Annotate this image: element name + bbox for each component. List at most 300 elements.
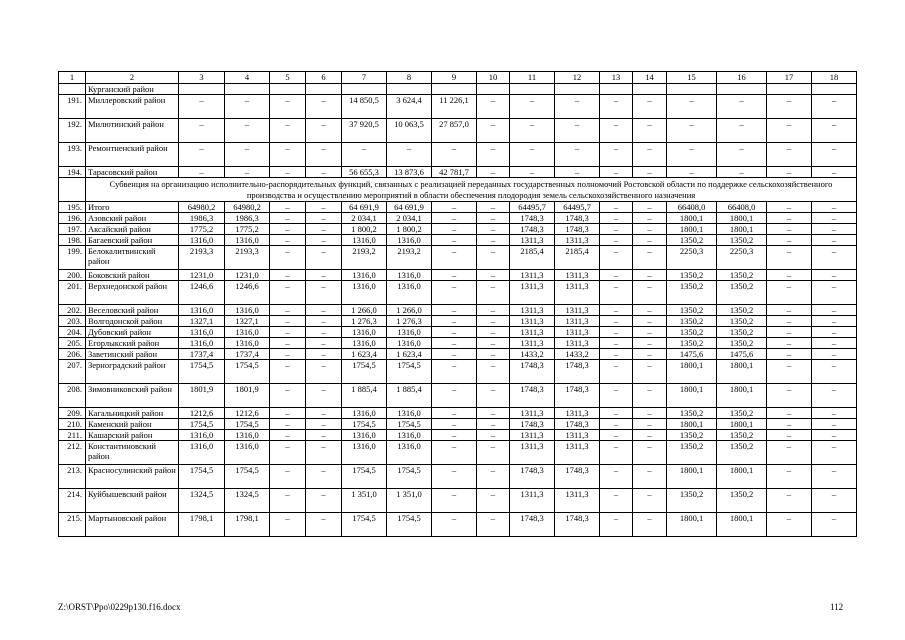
table-row xyxy=(59,270,857,281)
district-name: Азовский район xyxy=(86,213,179,224)
region-header-row xyxy=(59,84,857,95)
value-cell: 1798,1 xyxy=(179,513,225,537)
value-cell: – xyxy=(306,246,342,270)
district-name: Мартыновский район xyxy=(86,513,179,537)
value-cell: – xyxy=(510,143,555,167)
value-cell: 1433,2 xyxy=(510,349,555,360)
row-number: 201. xyxy=(59,281,86,305)
value-cell: – xyxy=(633,513,667,537)
value-cell: 1350,2 xyxy=(717,441,767,465)
value-cell: – xyxy=(600,305,633,316)
section-title: Субвенция на организацию исполнительно-распорядительных функций, связанных с реализацией переданных государственных полномочий Ростовской области по поддержке сельскохозяйственного производства и осуществлению мероприятий в области обеспечения плодородия земель сельскохозяйственного назначения xyxy=(86,178,857,202)
district-name: Зимовниковский район xyxy=(86,384,179,408)
table-row xyxy=(59,224,857,235)
value-cell: – xyxy=(667,95,717,119)
value-cell: 1800,1 xyxy=(667,465,717,489)
value-cell: 1350,2 xyxy=(667,338,717,349)
value-cell: – xyxy=(270,224,306,235)
value-cell: 1316,0 xyxy=(387,441,432,465)
value-cell: – xyxy=(306,419,342,430)
value-cell: 2250,3 xyxy=(717,246,767,270)
value-cell: 37 920,5 xyxy=(342,119,387,143)
value-cell: 1350,2 xyxy=(717,270,767,281)
value-cell: 1316,0 xyxy=(342,430,387,441)
row-number: 212. xyxy=(59,441,86,465)
value-cell: – xyxy=(812,281,857,305)
value-cell: – xyxy=(767,465,812,489)
value-cell: – xyxy=(600,213,633,224)
value-cell: – xyxy=(633,235,667,246)
value-cell: 1350,2 xyxy=(667,235,717,246)
row-number: 207. xyxy=(59,360,86,384)
row-number: 214. xyxy=(59,489,86,513)
value-cell: – xyxy=(270,95,306,119)
table-row xyxy=(59,281,857,305)
value-cell: – xyxy=(477,360,510,384)
value-cell: 1316,0 xyxy=(387,327,432,338)
value-cell: – xyxy=(767,246,812,270)
empty-cell xyxy=(306,84,342,95)
value-cell: – xyxy=(477,465,510,489)
row-number: 193. xyxy=(59,143,86,167)
empty-cell xyxy=(717,84,767,95)
value-cell: – xyxy=(510,119,555,143)
value-cell: – xyxy=(477,316,510,327)
value-cell: 1311,3 xyxy=(555,235,600,246)
value-cell: 1316,0 xyxy=(179,441,225,465)
value-cell: 1311,3 xyxy=(555,408,600,419)
table-row xyxy=(59,338,857,349)
table-row xyxy=(59,360,857,384)
value-cell: 2193,3 xyxy=(179,246,225,270)
value-cell: – xyxy=(477,327,510,338)
table-row xyxy=(59,419,857,430)
value-cell: 1311,3 xyxy=(555,305,600,316)
value-cell: – xyxy=(432,281,477,305)
district-name: Багаевский район xyxy=(86,235,179,246)
value-cell: 1 266,0 xyxy=(387,305,432,316)
row-number: 200. xyxy=(59,270,86,281)
value-cell: 1800,1 xyxy=(717,513,767,537)
value-cell: – xyxy=(270,235,306,246)
value-cell: 1316,0 xyxy=(225,430,270,441)
value-cell: 1 800,2 xyxy=(387,224,432,235)
value-cell: – xyxy=(342,143,387,167)
value-cell: 1754,5 xyxy=(342,360,387,384)
value-cell: 1748,3 xyxy=(555,465,600,489)
value-cell: 1748,3 xyxy=(555,224,600,235)
value-cell: 1316,0 xyxy=(342,235,387,246)
value-cell: – xyxy=(432,349,477,360)
value-cell: – xyxy=(600,246,633,270)
value-cell: – xyxy=(767,513,812,537)
value-cell: 1350,2 xyxy=(667,316,717,327)
value-cell: – xyxy=(812,441,857,465)
row-number: 213. xyxy=(59,465,86,489)
value-cell: 1800,1 xyxy=(667,513,717,537)
value-cell: – xyxy=(633,419,667,430)
value-cell: 1316,0 xyxy=(387,430,432,441)
value-cell: – xyxy=(270,167,306,178)
district-name: Кашарский район xyxy=(86,430,179,441)
value-cell: – xyxy=(270,246,306,270)
value-cell: – xyxy=(633,224,667,235)
district-name: Каменский район xyxy=(86,419,179,430)
value-cell: – xyxy=(179,119,225,143)
value-cell: – xyxy=(270,316,306,327)
value-cell: 2193,2 xyxy=(342,246,387,270)
value-cell: – xyxy=(633,338,667,349)
column-number: 7 xyxy=(342,72,387,84)
value-cell: – xyxy=(633,213,667,224)
value-cell: 1754,5 xyxy=(387,419,432,430)
value-cell: – xyxy=(767,489,812,513)
value-cell: – xyxy=(306,270,342,281)
value-cell: – xyxy=(633,327,667,338)
value-cell: 1754,5 xyxy=(225,419,270,430)
value-cell: 1433,2 xyxy=(555,349,600,360)
value-cell: 1 885,4 xyxy=(342,384,387,408)
row-number: 210. xyxy=(59,419,86,430)
district-name: Куйбышевский район xyxy=(86,489,179,513)
value-cell: – xyxy=(600,441,633,465)
value-cell: 1311,3 xyxy=(555,489,600,513)
value-cell: – xyxy=(432,384,477,408)
table-row xyxy=(59,167,857,178)
value-cell: – xyxy=(633,167,667,178)
value-cell: – xyxy=(767,305,812,316)
value-cell: – xyxy=(270,513,306,537)
value-cell: 1350,2 xyxy=(667,489,717,513)
value-cell: 1311,3 xyxy=(510,235,555,246)
value-cell: 1748,3 xyxy=(510,384,555,408)
district-name: Заветинский район xyxy=(86,349,179,360)
value-cell: – xyxy=(477,513,510,537)
value-cell: – xyxy=(477,246,510,270)
district-name: Миллеровский район xyxy=(86,95,179,119)
value-cell: – xyxy=(270,202,306,213)
value-cell: – xyxy=(633,441,667,465)
value-cell: – xyxy=(306,408,342,419)
value-cell: – xyxy=(510,167,555,178)
row-number: 209. xyxy=(59,408,86,419)
row-number: 196. xyxy=(59,213,86,224)
value-cell: 1748,3 xyxy=(555,419,600,430)
row-number: 195. xyxy=(59,202,86,213)
value-cell: – xyxy=(510,95,555,119)
value-cell: – xyxy=(477,213,510,224)
value-cell: 1475,6 xyxy=(667,349,717,360)
table-row xyxy=(59,489,857,513)
value-cell: – xyxy=(477,281,510,305)
district-name: Зерноградский район xyxy=(86,360,179,384)
value-cell: 1350,2 xyxy=(717,489,767,513)
value-cell: – xyxy=(600,327,633,338)
value-cell: 1748,3 xyxy=(555,213,600,224)
value-cell: – xyxy=(767,235,812,246)
value-cell: 1311,3 xyxy=(510,305,555,316)
value-cell: 1316,0 xyxy=(225,235,270,246)
value-cell: – xyxy=(306,305,342,316)
value-cell: 66408,0 xyxy=(667,202,717,213)
value-cell: – xyxy=(387,143,432,167)
value-cell: 1350,2 xyxy=(717,430,767,441)
column-number: 8 xyxy=(387,72,432,84)
empty-cell xyxy=(510,84,555,95)
district-name: Дубовский район xyxy=(86,327,179,338)
value-cell: – xyxy=(600,408,633,419)
table-row xyxy=(59,327,857,338)
value-cell: – xyxy=(306,338,342,349)
value-cell: – xyxy=(306,95,342,119)
value-cell: – xyxy=(812,235,857,246)
table-row xyxy=(59,235,857,246)
value-cell: – xyxy=(306,281,342,305)
value-cell: – xyxy=(477,143,510,167)
value-cell: – xyxy=(812,430,857,441)
value-cell: – xyxy=(306,430,342,441)
value-cell: 1316,0 xyxy=(342,408,387,419)
value-cell: 1316,0 xyxy=(342,281,387,305)
budget-table xyxy=(58,71,857,537)
value-cell: 13 873,6 xyxy=(387,167,432,178)
value-cell: – xyxy=(555,143,600,167)
value-cell: – xyxy=(812,465,857,489)
value-cell: 1986,3 xyxy=(225,213,270,224)
empty-cell xyxy=(812,84,857,95)
district-name: Милютинский район xyxy=(86,119,179,143)
value-cell: 1800,1 xyxy=(667,224,717,235)
table-row xyxy=(59,143,857,167)
value-cell: – xyxy=(600,235,633,246)
value-cell: – xyxy=(812,143,857,167)
value-cell: – xyxy=(600,281,633,305)
value-cell: 27 857,0 xyxy=(432,119,477,143)
value-cell: 1798,1 xyxy=(225,513,270,537)
value-cell: – xyxy=(477,167,510,178)
value-cell: 1311,3 xyxy=(555,327,600,338)
value-cell: – xyxy=(306,167,342,178)
value-cell: 1748,3 xyxy=(510,465,555,489)
value-cell: – xyxy=(812,224,857,235)
empty-cell xyxy=(667,84,717,95)
value-cell: – xyxy=(767,327,812,338)
value-cell: 1316,0 xyxy=(225,441,270,465)
empty-cell xyxy=(59,84,86,95)
row-number: 197. xyxy=(59,224,86,235)
value-cell: – xyxy=(600,360,633,384)
value-cell: – xyxy=(767,316,812,327)
value-cell: – xyxy=(767,384,812,408)
value-cell: – xyxy=(225,167,270,178)
value-cell: – xyxy=(600,270,633,281)
value-cell: – xyxy=(600,338,633,349)
value-cell: – xyxy=(600,143,633,167)
value-cell: – xyxy=(767,360,812,384)
value-cell: – xyxy=(306,119,342,143)
value-cell: – xyxy=(270,270,306,281)
value-cell: – xyxy=(477,419,510,430)
value-cell: – xyxy=(432,202,477,213)
value-cell: 1350,2 xyxy=(667,270,717,281)
value-cell: 1231,0 xyxy=(225,270,270,281)
value-cell: – xyxy=(633,384,667,408)
value-cell: – xyxy=(600,224,633,235)
value-cell: 1 623,4 xyxy=(342,349,387,360)
value-cell: 1754,5 xyxy=(342,513,387,537)
value-cell: – xyxy=(633,119,667,143)
value-cell: 1327,1 xyxy=(179,316,225,327)
value-cell: 1754,5 xyxy=(225,465,270,489)
value-cell: – xyxy=(600,349,633,360)
value-cell: – xyxy=(306,513,342,537)
value-cell: – xyxy=(306,465,342,489)
row-number: 194. xyxy=(59,167,86,178)
value-cell: – xyxy=(270,119,306,143)
table-row xyxy=(59,213,857,224)
value-cell: – xyxy=(600,465,633,489)
value-cell: – xyxy=(767,167,812,178)
value-cell: 2193,3 xyxy=(225,246,270,270)
value-cell: – xyxy=(667,167,717,178)
value-cell: 1350,2 xyxy=(717,316,767,327)
value-cell: – xyxy=(600,119,633,143)
value-cell: 10 063,5 xyxy=(387,119,432,143)
empty-cell xyxy=(59,178,86,202)
value-cell: 1316,0 xyxy=(225,327,270,338)
value-cell: – xyxy=(179,167,225,178)
value-cell: – xyxy=(812,213,857,224)
column-number: 14 xyxy=(633,72,667,84)
value-cell: 1754,5 xyxy=(342,419,387,430)
empty-cell xyxy=(342,84,387,95)
table-row xyxy=(59,305,857,316)
empty-cell xyxy=(225,84,270,95)
value-cell: – xyxy=(432,305,477,316)
column-number: 17 xyxy=(767,72,812,84)
value-cell: 1316,0 xyxy=(387,270,432,281)
value-cell: 1311,3 xyxy=(510,430,555,441)
value-cell: 2 034,1 xyxy=(387,213,432,224)
value-cell: – xyxy=(432,465,477,489)
value-cell: – xyxy=(477,430,510,441)
value-cell: 1754,5 xyxy=(387,360,432,384)
value-cell: 1350,2 xyxy=(717,281,767,305)
value-cell: – xyxy=(633,430,667,441)
value-cell: 64 691,9 xyxy=(342,202,387,213)
value-cell: 1316,0 xyxy=(387,408,432,419)
value-cell: – xyxy=(432,316,477,327)
value-cell: 1311,3 xyxy=(555,441,600,465)
value-cell: 14 850,5 xyxy=(342,95,387,119)
value-cell: 1311,3 xyxy=(555,316,600,327)
value-cell: – xyxy=(812,384,857,408)
value-cell: 56 655,3 xyxy=(342,167,387,178)
district-name: Тарасовский район xyxy=(86,167,179,178)
value-cell: 1748,3 xyxy=(555,513,600,537)
value-cell: – xyxy=(767,95,812,119)
value-cell: 1350,2 xyxy=(667,327,717,338)
value-cell: – xyxy=(812,489,857,513)
value-cell: 1316,0 xyxy=(179,338,225,349)
value-cell: – xyxy=(270,384,306,408)
value-cell: 1986,3 xyxy=(179,213,225,224)
value-cell: – xyxy=(633,270,667,281)
value-cell: 1800,1 xyxy=(717,465,767,489)
value-cell: – xyxy=(812,349,857,360)
empty-cell xyxy=(600,84,633,95)
value-cell: 1737,4 xyxy=(225,349,270,360)
value-cell: 1801,9 xyxy=(179,384,225,408)
value-cell: 1212,6 xyxy=(225,408,270,419)
row-number: 211. xyxy=(59,430,86,441)
empty-cell xyxy=(555,84,600,95)
value-cell: – xyxy=(812,305,857,316)
value-cell: – xyxy=(633,489,667,513)
value-cell: – xyxy=(270,143,306,167)
value-cell: – xyxy=(477,95,510,119)
value-cell: – xyxy=(633,246,667,270)
value-cell: 1350,2 xyxy=(717,408,767,419)
district-name: Верхнедонской район xyxy=(86,281,179,305)
empty-cell xyxy=(767,84,812,95)
value-cell: – xyxy=(767,224,812,235)
value-cell: – xyxy=(432,489,477,513)
value-cell: 1 623,4 xyxy=(387,349,432,360)
value-cell: – xyxy=(667,143,717,167)
value-cell: – xyxy=(477,349,510,360)
value-cell: – xyxy=(600,384,633,408)
value-cell: – xyxy=(633,281,667,305)
value-cell: – xyxy=(270,441,306,465)
row-number: 208. xyxy=(59,384,86,408)
value-cell: 1311,3 xyxy=(510,441,555,465)
value-cell: – xyxy=(432,327,477,338)
value-cell: – xyxy=(270,349,306,360)
value-cell: – xyxy=(477,224,510,235)
value-cell: – xyxy=(812,316,857,327)
column-number: 2 xyxy=(86,72,179,84)
value-cell: – xyxy=(767,430,812,441)
value-cell: – xyxy=(812,119,857,143)
empty-cell xyxy=(179,84,225,95)
column-number: 5 xyxy=(270,72,306,84)
value-cell: 1311,3 xyxy=(555,270,600,281)
table-row xyxy=(59,246,857,270)
value-cell: – xyxy=(270,408,306,419)
value-cell: – xyxy=(306,316,342,327)
value-cell: 1754,5 xyxy=(179,465,225,489)
value-cell: – xyxy=(270,305,306,316)
value-cell: – xyxy=(555,95,600,119)
district-name: Итого xyxy=(86,202,179,213)
table-row xyxy=(59,119,857,143)
value-cell: 1316,0 xyxy=(342,327,387,338)
district-name: Кагальницкий район xyxy=(86,408,179,419)
value-cell: – xyxy=(270,213,306,224)
value-cell: – xyxy=(812,327,857,338)
value-cell: – xyxy=(306,202,342,213)
value-cell: – xyxy=(432,360,477,384)
value-cell: 64 691,9 xyxy=(387,202,432,213)
district-name: Егорлыкский район xyxy=(86,338,179,349)
value-cell: 1775,2 xyxy=(179,224,225,235)
value-cell: 1748,3 xyxy=(555,360,600,384)
value-cell: – xyxy=(717,119,767,143)
value-cell: 1350,2 xyxy=(717,338,767,349)
value-cell: – xyxy=(306,489,342,513)
value-cell: – xyxy=(432,143,477,167)
